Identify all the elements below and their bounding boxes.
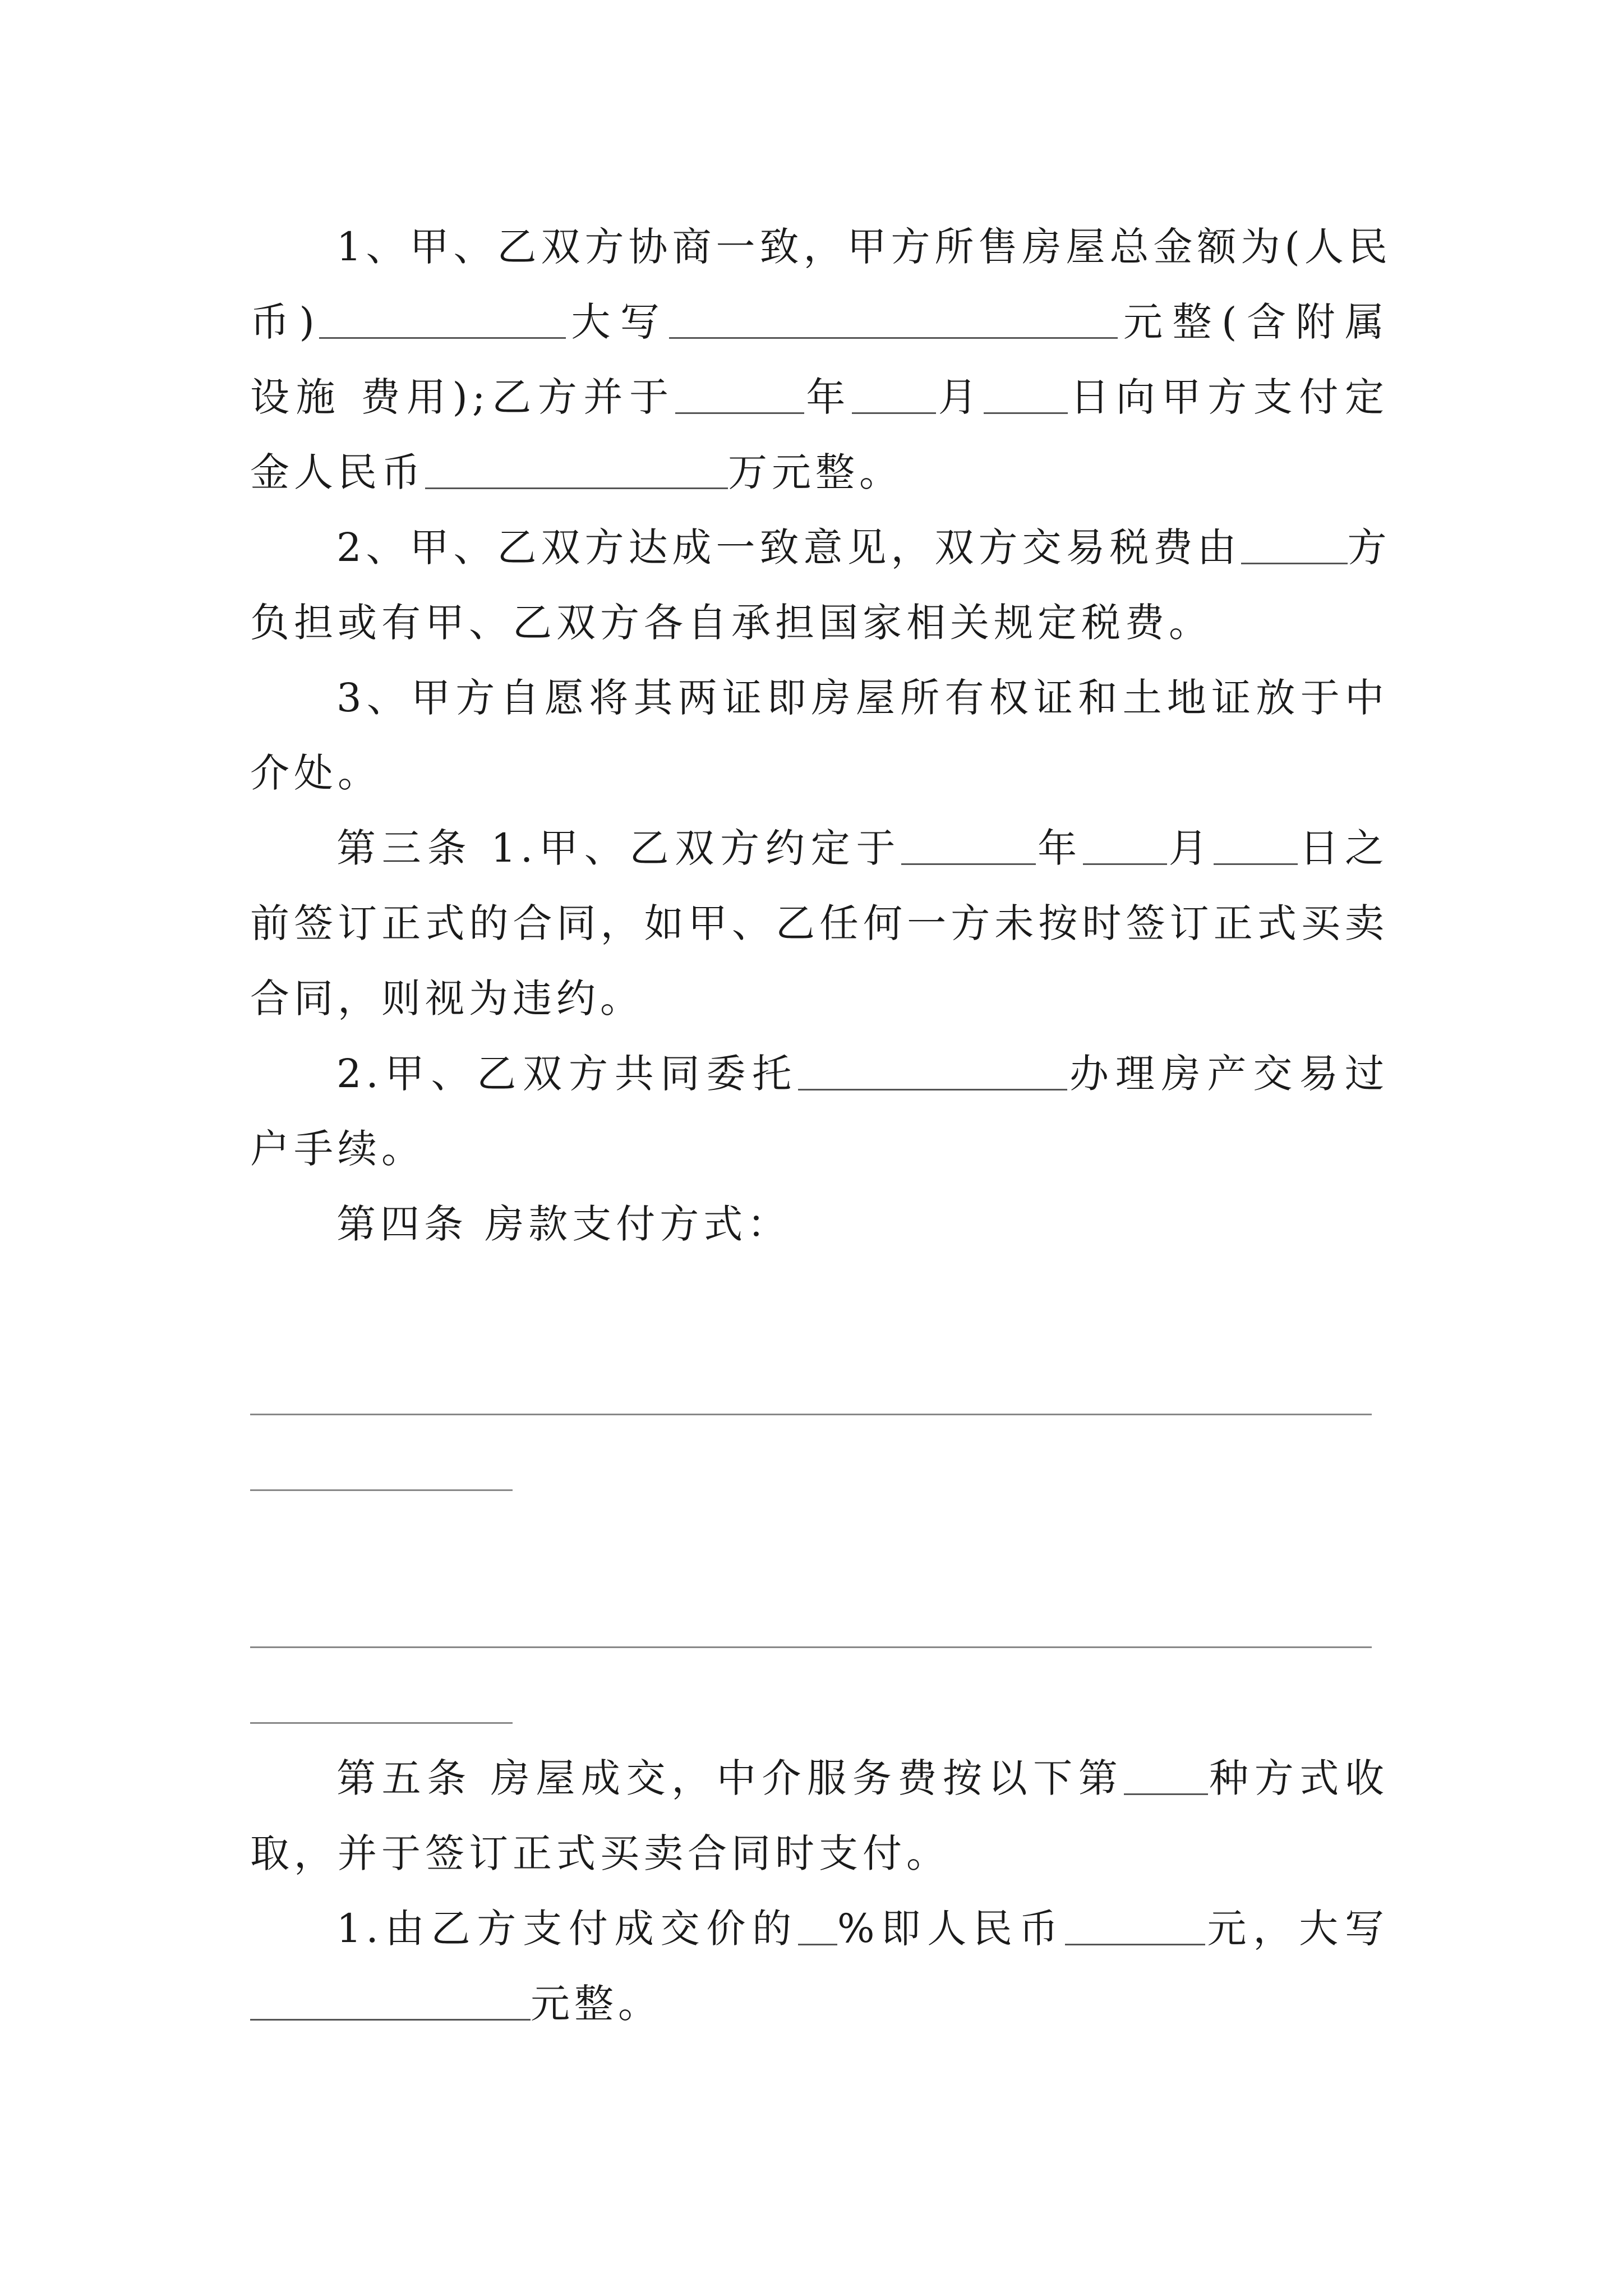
article-5-text-1a: 第五条 房屋成交，中介服务费按以下第 [336,1755,1124,1801]
article-5-text-3b: %即人民币 [837,1906,1065,1952]
clause-1-text-3b: 年 [804,374,852,420]
deposit-day-blank[interactable] [984,373,1068,414]
article-3-line-2 [250,895,1389,951]
article-3-text-1a: 第三条 1.甲、乙双方约定于 [336,825,902,871]
tax-party-blank[interactable] [1241,523,1348,564]
clause-1-text-3d: 日向甲方支付定 [1068,374,1389,420]
article-5-line-1 [336,1750,1389,1806]
clause-1-text-4b: 万元整。 [728,449,903,495]
fee-amount-blank[interactable] [1065,1904,1205,1945]
deposit-amount-blank[interactable] [425,448,728,489]
article-3-text-3: 合同，则视为违约。 [250,976,644,1022]
article-5-text-2: 取，并于签订正式买卖合同时支付。 [250,1830,950,1876]
article-3-text-1b: 年 [1036,825,1083,871]
article-3-text-1c: 月 [1166,825,1214,871]
clause-2-text-2: 负担或有甲、乙双方各自承担国家相关规定税费。 [250,600,1212,646]
payment-method-short-rule-1[interactable] [250,1489,513,1491]
clause-2-text-1b: 方 [1347,524,1391,570]
article-5-text-3c: 元，大写 [1205,1906,1389,1952]
clause-1-line-2 [250,294,1389,350]
article-4-text: 第四条 房款支付方式： [336,1201,791,1247]
article-5-line-2 [250,1825,1389,1881]
article-3-line-4 [336,1046,1389,1102]
deposit-month-blank[interactable] [852,373,936,414]
article-3-text-2: 前签订正式的合同，如甲、乙任何一方未按时签订正式买卖 [250,900,1389,946]
article-5-line-4 [250,1976,1389,2032]
clause-3-text-2: 介处。 [250,750,381,796]
contract-day-blank[interactable] [1214,824,1298,865]
article-4-title [336,1196,1389,1252]
article-3-text-5: 户手续。 [250,1126,425,1172]
clause-1-text-2b: 大写 [565,299,670,345]
clause-1-line-3 [250,369,1389,425]
clause-3-line-2 [250,745,1389,801]
article-5-text-3a: 1.由乙方支付成交价的 [336,1906,799,1952]
clause-1-text-3a: 设施 费用);乙方并于 [250,374,675,420]
clause-3-line-1 [336,670,1389,726]
contract-month-blank[interactable] [1083,824,1167,865]
clause-2-text-1a: 2、甲、乙双方达成一致意见，双方交易税费由 [336,524,1241,570]
article-3-text-4b: 办理房产交易过 [1067,1051,1389,1097]
clause-2-line-1 [336,519,1389,576]
fee-percent-blank[interactable] [798,1904,837,1945]
deposit-year-blank[interactable] [675,373,804,414]
clause-3-text-1: 3、甲方自愿将其两证即房屋所有权证和土地证放于中 [336,675,1389,721]
clause-1-line-4 [250,444,1389,500]
contract-year-blank[interactable] [901,824,1036,865]
total-amount-blank[interactable] [319,298,566,339]
clause-1-text-4a: 金人民币 [250,449,425,495]
article-5-text-4: 元整。 [531,1981,662,2027]
payment-method-long-rule-1[interactable] [250,1414,1372,1415]
clause-1-text-2c: 元整(含附属 [1118,299,1389,345]
amount-in-words-blank[interactable] [669,298,1118,339]
clause-1-text-3c: 月 [936,374,984,420]
article-3-line-5 [250,1121,1389,1177]
clause-2-line-2 [250,595,1389,651]
clause-1-line-1 [336,219,1392,275]
article-3-text-4a: 2.甲、乙双方共同委托 [336,1051,799,1097]
payment-method-short-rule-2[interactable] [250,1722,513,1724]
payment-method-long-rule-2[interactable] [250,1646,1372,1648]
article-5-text-1b: 种方式收 [1207,1755,1389,1801]
fee-amount-words-blank[interactable] [250,1980,531,2021]
article-3-line-1 [336,820,1389,876]
article-3-text-1d: 日之 [1298,825,1389,871]
article-3-line-3 [250,970,1389,1027]
entrusted-party-blank[interactable] [798,1050,1067,1091]
article-5-line-3 [336,1901,1389,1957]
clause-1-text-1: 1、甲、乙双方协商一致，甲方所售房屋总金额为(人民 [336,224,1392,270]
fee-method-number-blank[interactable] [1124,1754,1208,1795]
clause-1-text-2a: 币) [250,299,319,345]
